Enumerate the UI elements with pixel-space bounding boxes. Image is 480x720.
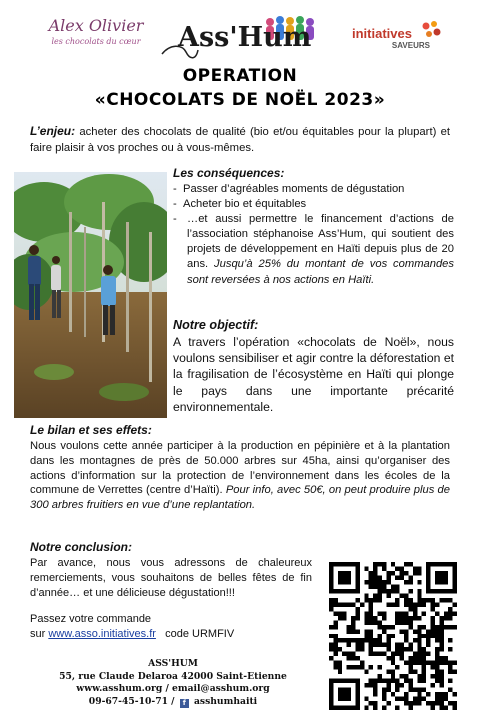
conclusion-text: Par avance, nous vous adressons de chaleureux remerciements, vous souhaitons de belles fêtes de fin d’année… et une délicieuse dégustation!!! — [30, 557, 312, 599]
order-prefix: sur — [30, 628, 49, 640]
order-line-2 — [30, 627, 234, 642]
title-line-2: «CHOCOLATS DE NOËL 2023» — [94, 90, 386, 110]
consequence-text: Acheter bio et équitables — [183, 198, 307, 211]
enjeu-paragraph — [30, 124, 450, 156]
saveurs-word: SAVEURS — [391, 41, 430, 50]
haiti-planting-photo — [14, 172, 167, 418]
bilan-label: Le bilan et ses effets: — [30, 423, 152, 437]
order-code: code URMFIV — [165, 628, 235, 640]
enjeu-text: acheter des chocolats de qualité (bio et/ou équitables pour la plupart) et faire plaisir à vos proches ou à vous-mêmes. — [30, 126, 450, 154]
enjeu-label: L’enjeu: — [30, 124, 76, 138]
facebook-icon: f — [180, 699, 189, 708]
footer-web-email: www.asshum.org / email@asshum.org — [76, 683, 270, 695]
initiatives-word: initiatives — [352, 26, 412, 41]
bilan-paragraph — [30, 439, 450, 513]
qr-code[interactable] — [329, 562, 457, 710]
header-logos — [0, 0, 480, 68]
footer-org: ASS'HUM — [148, 658, 198, 669]
list-item: - …et aussi permettre le financement d’actions de l’association stéphanoise Ass’Hum, qui soutient des projets de développement en Haïti depuis plus de 20 ans. Jusqu’à 25% du montant de vos commandes sont reversées à nos actions en Haïti. — [173, 213, 454, 286]
footer-phone: 09-67-45-10-71 / — [88, 695, 175, 707]
footer-contact — [30, 658, 316, 708]
order-link[interactable]: www.asso.initiatives.fr — [48, 628, 156, 640]
conclusion-label: Notre conclusion: — [30, 540, 133, 554]
initiatives-saveurs-logo — [352, 26, 442, 60]
order-instructions — [30, 612, 234, 642]
consequences-label: Les conséquences: — [173, 166, 285, 180]
footer-facebook: asshumhaiti — [193, 695, 258, 707]
dots-icon — [420, 20, 442, 42]
footer-address: 55, rue Claude Delaroa 42000 Saint-Etienne — [59, 670, 287, 682]
swirl-icon — [160, 42, 200, 62]
bilan-italic: Pour info, avec 50€, on peut produire plus de 300 arbres fruitiers en vue d’une replantation. — [30, 484, 450, 512]
asshum-logo — [160, 12, 318, 64]
asshum-wordmark: Ass'Hum — [178, 22, 312, 53]
footer-phone-facebook — [30, 696, 316, 709]
objectif-text: A travers l’opération «chocolats de Noël», nous voulons sensibiliser et agir contre la déforestation et la fragilisation de l’écosystème en Haïti qui plonge le pays dans une importante précarité environnementale. — [173, 335, 454, 414]
consequence-text: …et aussi permettre le financement d’actions de l’association stéphanoise Ass’Hum, qui soutient des projets de développement en Haïti depuis plus de 20 ans. — [187, 213, 454, 271]
list-item: - Acheter bio et équitables — [173, 198, 307, 211]
bilan-text: Nous voulons cette année participer à la production en pépinière et à la plantation dans les montagnes de près de 50.000 arbres sur 45ha, ainsi qu’organiser des actions d’information sur la protection de l’environnement dans les écoles de la commune de Verrettes (centre d’Haïti). — [30, 440, 450, 497]
consequences-list — [173, 182, 454, 288]
list-item: - Passer d’agréables moments de dégustation — [173, 183, 405, 195]
title-line-1: OPERATION — [182, 66, 298, 86]
alex-olivier-tagline: les chocolats du cœur — [51, 37, 141, 46]
order-line-1: Passez votre commande — [30, 613, 152, 625]
alex-olivier-logo — [46, 16, 146, 62]
consequence-italic: Jusqu’à 25% du montant de vos commandes sont reversées à nos actions en Haïti. — [187, 258, 454, 286]
consequence-text: Passer d’agréables moments de dégustation — [183, 183, 405, 195]
alex-olivier-name: Alex Olivier — [48, 16, 144, 35]
objectif-label: Notre objectif: — [173, 318, 259, 332]
